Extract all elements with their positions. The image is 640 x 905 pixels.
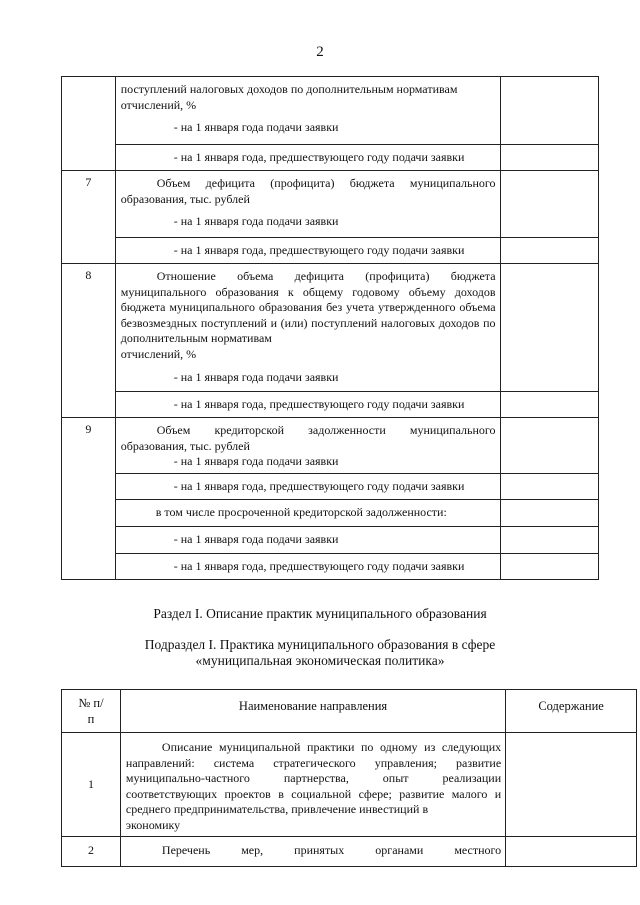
header-row: [62, 690, 637, 733]
period-previous: - на 1 января года, предшествующего году подачи заявки: [115, 392, 500, 418]
value-cell: [500, 264, 598, 392]
row-number: 9: [62, 418, 116, 580]
indicator-text: Объем кредиторской задолженности муниципального: [156, 423, 496, 437]
indicator-cell: [115, 418, 500, 474]
direction-text-last: экономику: [125, 817, 181, 832]
direction-text: Описание муниципальной практики по одному из следующих направлений: система стратегического управления; развитие муниципально-частного партнерства, опыт реализации соответствующих проектов в социальной сфере; развитие малого и среднего предпринимательства, привлечение инвестиций в: [125, 740, 502, 816]
row-number: 1: [62, 733, 121, 837]
direction-cell: [120, 837, 505, 867]
period-current: - на 1 января года подачи заявки: [173, 214, 339, 228]
indicator-text: Отношение объема дефицита (профицита) бюджета муниципального образования к общему годовому объему доходов бюджета муниципального образования без учета утвержденного объема безвозмездных поступлений и (или) поступлений налоговых доходов по дополнительным нормативам: [120, 269, 496, 345]
indicator-text-last: отчислений, %: [120, 346, 197, 361]
header-content-text: Содержание: [538, 699, 604, 713]
period-previous: - на 1 января года, предшествующего году подачи заявки: [115, 145, 500, 171]
value-cell: [500, 145, 598, 171]
indicator-cell: [115, 264, 500, 392]
period-current: - на 1 января года подачи заявки: [173, 120, 339, 134]
table-row: [62, 474, 599, 500]
row-number: 7: [62, 171, 116, 264]
table-row: [62, 171, 599, 238]
indicator-cell: [115, 171, 500, 238]
value-cell: [500, 392, 598, 418]
indicator-text-line: отчислений, %: [120, 97, 197, 112]
table-row: [62, 554, 599, 580]
overdue-label: в том числе просроченной кредиторской задолженности:: [115, 500, 500, 527]
subsection-title-line1: Подраздел I. Практика муниципального образования в сфере: [144, 637, 496, 652]
table-row: [62, 264, 599, 392]
value-cell: [500, 238, 598, 264]
period-current: - на 1 января года подачи заявки: [115, 527, 500, 554]
header-name: [120, 690, 505, 733]
value-cell: [500, 418, 598, 474]
period-current: - на 1 января года подачи заявки: [173, 454, 339, 468]
value-cell: [500, 527, 598, 554]
row-number: 2: [62, 837, 121, 867]
table-row: [62, 77, 599, 145]
table-row: [62, 837, 637, 867]
content-cell: [506, 733, 637, 837]
direction-text: Перечень мер, принятых органами местного: [161, 843, 502, 857]
subsection-title-line2: «муниципальная экономическая политика»: [195, 653, 445, 668]
indicator-text: Объем дефицита (профицита) бюджета муниципального образования, тыс. рублей: [120, 176, 496, 206]
value-cell: [500, 77, 598, 145]
table-row: [62, 527, 599, 554]
section-title: Раздел I. Описание практик муниципального образования: [153, 606, 487, 621]
num-cell: [62, 77, 116, 171]
period-previous: - на 1 января года, предшествующего году подачи заявки: [115, 474, 500, 500]
indicator-text-last: образования, тыс. рублей: [120, 438, 250, 453]
practices-table: [61, 689, 637, 867]
page-number: 2: [316, 44, 324, 60]
table-row: [62, 733, 637, 837]
header-num: [62, 690, 121, 733]
table-row: [62, 500, 599, 527]
table-row: [62, 418, 599, 474]
table-row: [62, 392, 599, 418]
value-cell: [500, 500, 598, 527]
period-previous: - на 1 января года, предшествующего году подачи заявки: [115, 238, 500, 264]
table-row: [62, 238, 599, 264]
header-content: [506, 690, 637, 733]
content-cell: [506, 837, 637, 867]
value-cell: [500, 474, 598, 500]
indicator-text-line: поступлений налоговых доходов по дополнительным нормативам: [120, 82, 458, 96]
row-number: 8: [62, 264, 116, 418]
header-name-text: Наименование направления: [238, 699, 388, 713]
header-num-text: № п/п: [78, 696, 104, 726]
indicators-table: [61, 76, 599, 580]
direction-cell: [120, 733, 505, 837]
value-cell: [500, 554, 598, 580]
period-previous: - на 1 января года, предшествующего году подачи заявки: [115, 554, 500, 580]
indicator-cell: [115, 77, 500, 145]
period-current: - на 1 января года подачи заявки: [173, 370, 339, 384]
value-cell: [500, 171, 598, 238]
table-row: [62, 145, 599, 171]
